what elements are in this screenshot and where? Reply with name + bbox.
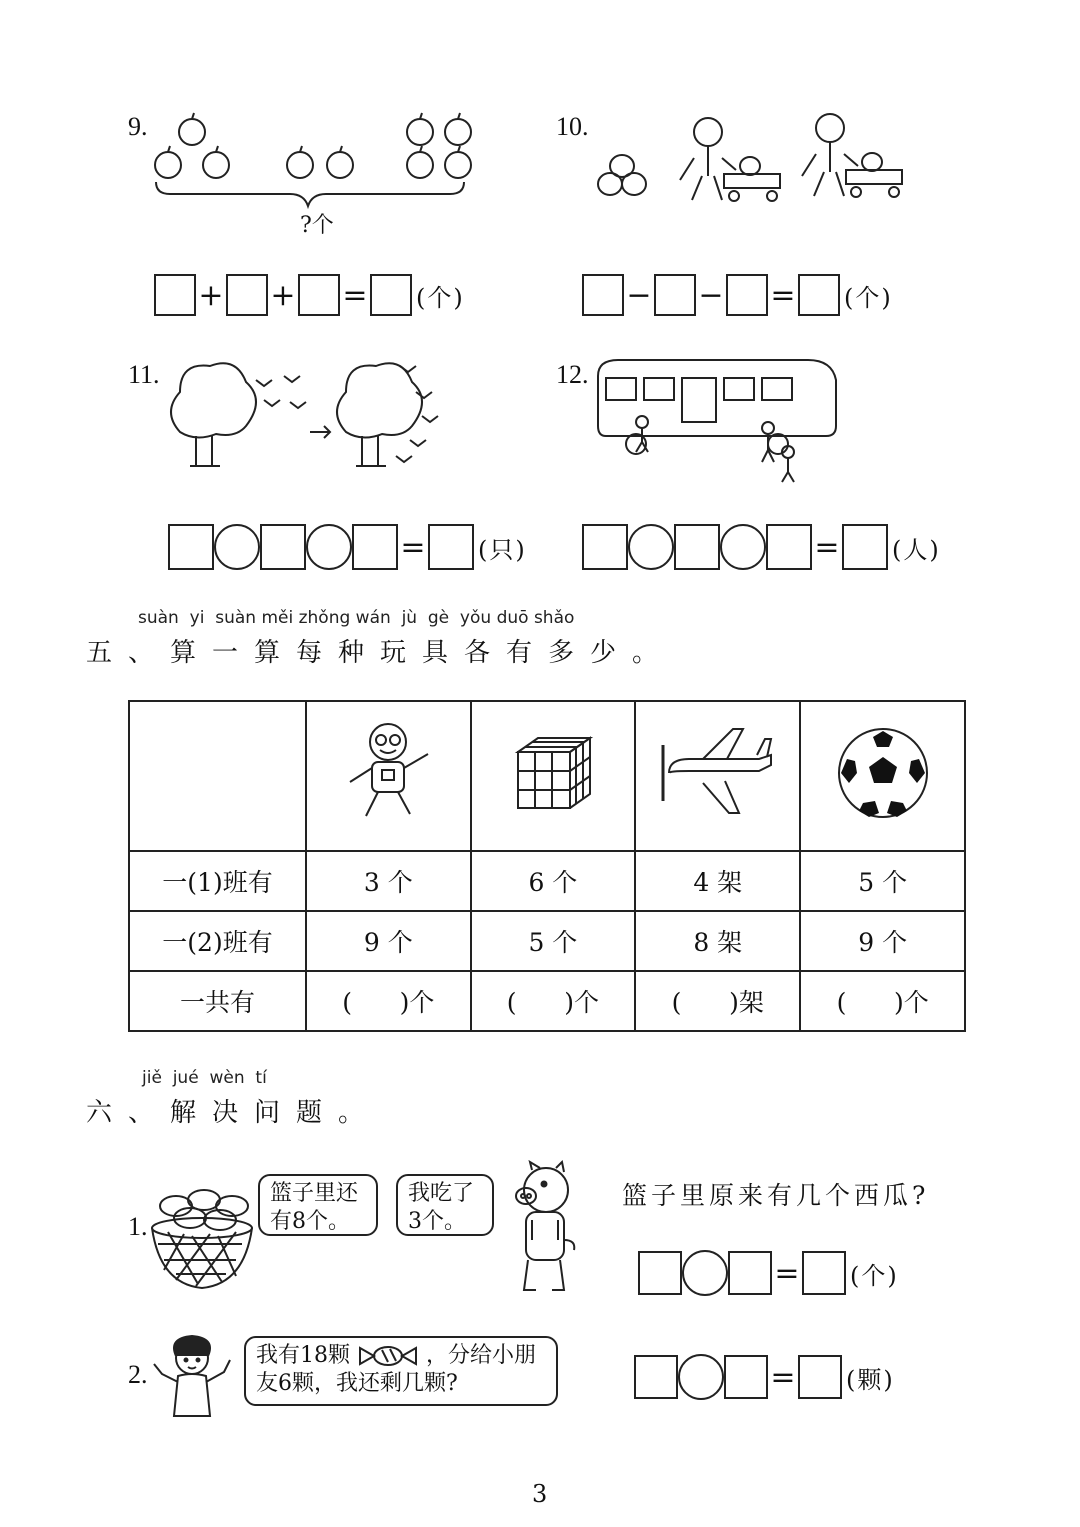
tree-icon	[171, 363, 256, 466]
answer-box[interactable]	[766, 524, 812, 570]
answer-box[interactable]	[582, 524, 628, 570]
problem-9-number: 9.	[128, 112, 148, 141]
answer-box[interactable]	[168, 524, 214, 570]
apple-icon	[407, 146, 433, 178]
answer-box[interactable]	[674, 524, 720, 570]
pig-speech-bubble: 我吃了3个。	[396, 1174, 494, 1236]
table-cell: 9 个	[800, 911, 965, 971]
equals-sign: =	[400, 529, 426, 565]
plus-sign: +	[198, 277, 224, 313]
answer-box[interactable]	[798, 274, 840, 316]
table-cell: 5 个	[800, 851, 965, 911]
operator-circle[interactable]	[682, 1250, 728, 1296]
empty-header-cell	[129, 701, 306, 851]
basket-speech-bubble: 篮子里还有8个。	[258, 1174, 378, 1236]
row-label: 一(1)班有	[129, 851, 306, 911]
person-icon	[762, 422, 774, 462]
girl-illustration	[150, 1334, 240, 1420]
airplane-icon	[653, 723, 783, 823]
problem-10-number: 10.	[556, 112, 589, 141]
bubble-text-line1b: ，分给小朋	[426, 1343, 537, 1368]
answer-box[interactable]	[352, 524, 398, 570]
question-1-equation	[638, 1250, 899, 1296]
pumpkin-girls-illustration	[590, 108, 920, 212]
answer-cell[interactable]: ( )个	[471, 971, 635, 1031]
answer-box[interactable]	[226, 274, 268, 316]
operator-circle[interactable]	[306, 524, 352, 570]
unit-label: (颗)	[846, 1365, 895, 1394]
apple-icon	[445, 146, 471, 178]
minus-sign: −	[626, 277, 652, 313]
unit-label: (个)	[416, 283, 465, 312]
minus-sign: −	[698, 277, 724, 313]
answer-box[interactable]	[728, 1251, 772, 1295]
question-1-number: 1.	[128, 1212, 148, 1241]
row-label: 一(2)班有	[129, 911, 306, 971]
apple-icon	[407, 113, 433, 145]
unit-label: (个)	[850, 1261, 899, 1290]
equals-sign: =	[770, 1359, 796, 1395]
apple-icon	[179, 113, 205, 145]
equals-sign: =	[770, 277, 796, 313]
unit-label: (个)	[844, 283, 893, 312]
operator-circle[interactable]	[214, 524, 260, 570]
bird-icon	[396, 366, 438, 462]
section-5-title: 五、算一算每种玩具各有多少。	[86, 638, 675, 668]
section-6-title: 六、解决问题。	[86, 1098, 381, 1128]
apple-icon	[155, 146, 181, 178]
equals-sign: =	[342, 277, 368, 313]
question-2-number: 2.	[128, 1360, 148, 1389]
table-cell: 8 架	[635, 911, 800, 971]
pig-icon	[516, 1162, 574, 1290]
bubble-text-line2: 友6颗，我还剩几颗?	[256, 1371, 458, 1396]
apples-illustration	[148, 110, 488, 210]
candy-icon	[356, 1344, 420, 1368]
answer-box[interactable]	[724, 1355, 768, 1399]
problem-9-equation	[154, 274, 465, 316]
problem-12-equation	[582, 524, 941, 570]
plus-sign: +	[270, 277, 296, 313]
apple-icon	[203, 146, 229, 178]
bubble-text-line1a: 我有18颗	[256, 1343, 350, 1368]
answer-cell[interactable]: ( )架	[635, 971, 800, 1031]
operator-circle[interactable]	[628, 524, 674, 570]
answer-box[interactable]	[798, 1355, 842, 1399]
problem-11-number: 11.	[128, 360, 160, 389]
answer-box[interactable]	[654, 274, 696, 316]
cube-icon	[508, 728, 598, 818]
equals-sign: =	[774, 1255, 800, 1291]
table-cell: 3 个	[306, 851, 471, 911]
soccer-ball-icon	[835, 725, 931, 821]
answer-box[interactable]	[370, 274, 412, 316]
answer-cell[interactable]: ( )个	[800, 971, 965, 1031]
table-cell: 5 个	[471, 911, 635, 971]
apple-icon	[327, 146, 353, 178]
answer-box[interactable]	[582, 274, 624, 316]
basket-icon	[152, 1218, 252, 1288]
girl-speech-bubble	[244, 1336, 558, 1406]
toy-table	[128, 700, 966, 1032]
answer-box[interactable]	[428, 524, 474, 570]
bus-illustration	[592, 356, 838, 486]
problem-11-equation	[168, 524, 527, 570]
answer-box[interactable]	[154, 274, 196, 316]
table-cell: 4 架	[635, 851, 800, 911]
answer-box[interactable]	[842, 524, 888, 570]
girl-with-cart-icon	[680, 118, 780, 201]
answer-cell[interactable]: ( )个	[306, 971, 471, 1031]
answer-box[interactable]	[638, 1251, 682, 1295]
pumpkin-icon	[598, 155, 646, 195]
section-6-pinyin: jiě jué wèn tí	[142, 1068, 267, 1088]
toy-robot-cell	[306, 701, 471, 851]
problem-10-equation	[582, 274, 893, 316]
apple-icon	[287, 146, 313, 178]
watermelon-basket-illustration	[148, 1166, 258, 1296]
problem-12-number: 12.	[556, 360, 589, 389]
watermelon-icon	[160, 1190, 248, 1230]
question-1-text: 篮子里原来有几个西瓜?	[622, 1181, 930, 1210]
brace-icon	[156, 182, 464, 206]
page-number: 3	[532, 1480, 548, 1508]
row-label: 一共有	[129, 971, 306, 1031]
toy-cube-cell	[471, 701, 635, 851]
apple-icon	[445, 113, 471, 145]
birds-trees-illustration	[160, 352, 460, 476]
answer-box[interactable]	[802, 1251, 846, 1295]
section-5-pinyin: suàn yi suàn měi zhǒng wán jù gè yǒu duō shǎo	[138, 608, 575, 628]
girl-with-cart-icon	[802, 114, 902, 197]
answer-box[interactable]	[298, 274, 340, 316]
unit-label: (人)	[892, 535, 941, 564]
question-2-equation	[634, 1354, 895, 1400]
table-cell: 6 个	[471, 851, 635, 911]
pig-illustration	[500, 1160, 584, 1300]
arrow-icon	[310, 426, 330, 438]
answer-box[interactable]	[634, 1355, 678, 1399]
toy-airplane-cell	[635, 701, 800, 851]
bird-icon	[256, 376, 306, 408]
robot-icon	[338, 718, 438, 828]
equals-sign: =	[814, 529, 840, 565]
girl-icon	[154, 1336, 230, 1416]
table-cell: 9 个	[306, 911, 471, 971]
total-label: ?个	[300, 213, 334, 238]
toy-ball-cell	[800, 701, 965, 851]
operator-circle[interactable]	[678, 1354, 724, 1400]
answer-box[interactable]	[726, 274, 768, 316]
answer-box[interactable]	[260, 524, 306, 570]
unit-label: (只)	[478, 535, 527, 564]
tree-icon	[337, 363, 422, 466]
operator-circle[interactable]	[720, 524, 766, 570]
